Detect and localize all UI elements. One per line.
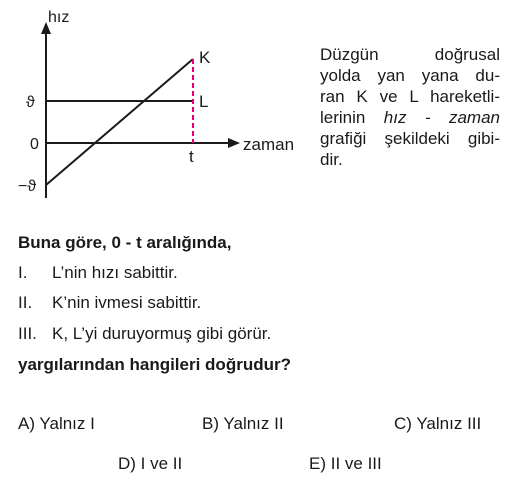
- statement-1: [18, 262, 178, 283]
- option-e[interactable]: E) II ve III: [309, 454, 382, 473]
- question-prompt: yargılarından hangileri doğrudur?: [18, 355, 291, 374]
- y-axis-label: hız: [48, 9, 70, 26]
- description-line-2: yolda yan yana du-: [320, 66, 500, 85]
- velocity-time-graph: [0, 0, 310, 200]
- option-d[interactable]: D) I ve II: [118, 454, 183, 473]
- option-b[interactable]: B) Yalnız II: [202, 414, 284, 433]
- tick-t-label: t: [189, 147, 194, 166]
- statement-2: [18, 292, 201, 313]
- question-stem: Buna göre, 0 - t aralığında,: [18, 233, 232, 252]
- statement-1-number: I.: [18, 263, 28, 282]
- line-K-label: K: [199, 48, 211, 67]
- x-axis-label: zaman: [243, 135, 295, 154]
- statement-3-number: III.: [18, 324, 37, 343]
- statement-2-number: II.: [18, 293, 33, 312]
- tick-theta-label: ϑ: [26, 94, 35, 111]
- description-line-5: grafiği şekildeki gibi-: [320, 129, 500, 148]
- line-K: [46, 59, 193, 185]
- description-line-6: dir.: [320, 150, 343, 169]
- description-line-4: lerinin hız - zaman: [320, 108, 500, 127]
- statement-3: [18, 323, 271, 344]
- statement-1-text: L’nin hızı sabittir.: [52, 263, 178, 282]
- option-a[interactable]: A) Yalnız I: [18, 414, 95, 433]
- option-c[interactable]: C) Yalnız III: [394, 414, 482, 433]
- statement-2-text: K’nin ivmesi sabittir.: [52, 293, 202, 312]
- description-line-3: ran K ve L hareketli-: [320, 87, 500, 106]
- statement-3-text: K, L’yi duruyormuş gibi görür.: [52, 324, 272, 343]
- tick-neg-theta-label: −ϑ: [18, 178, 37, 195]
- description-line-1: Düzgün doğrusal: [320, 45, 500, 64]
- tick-zero-label: 0: [30, 136, 39, 153]
- line-L-label: L: [199, 92, 209, 111]
- x-axis-arrow: [228, 138, 240, 148]
- problem-description: [320, 44, 500, 170]
